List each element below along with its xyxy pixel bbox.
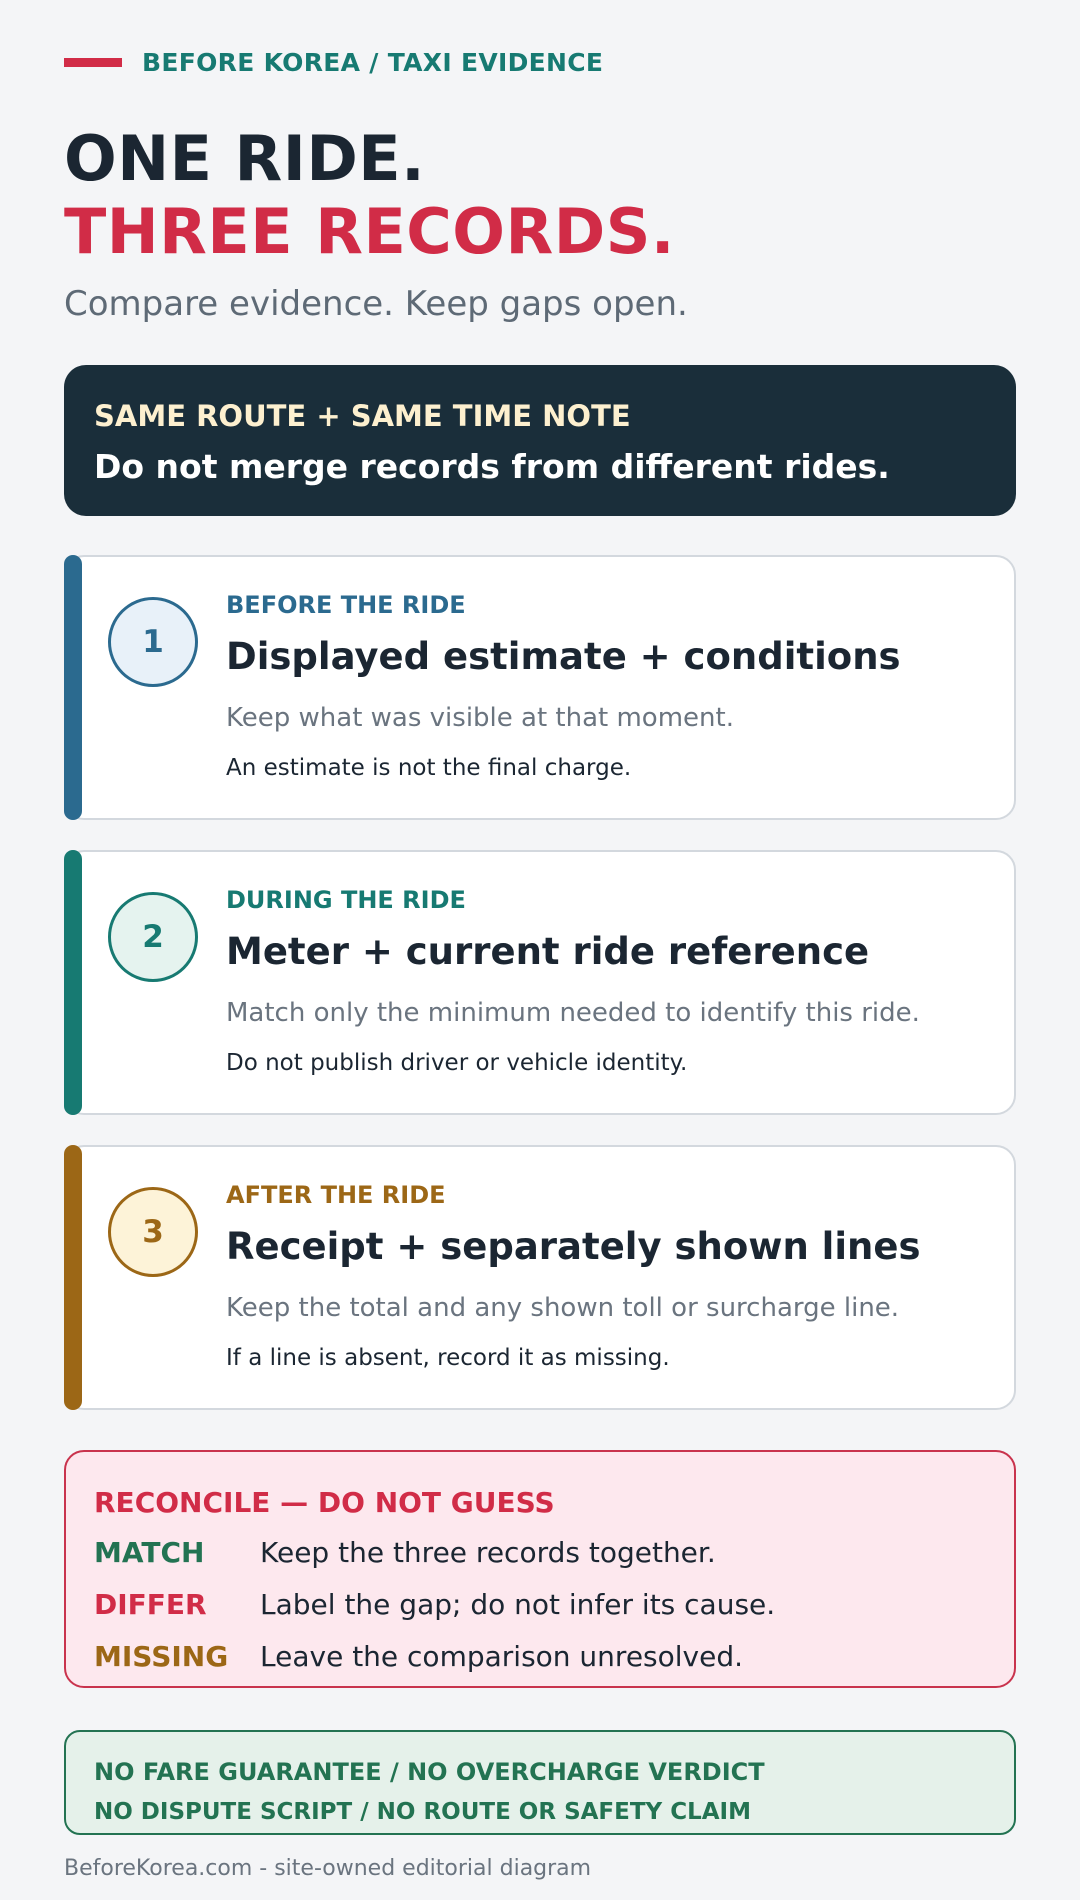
step-card-after	[64, 1145, 1016, 1410]
reconcile-value: Label the gap; do not infer its cause.	[260, 1588, 776, 1621]
reconcile-key: MISSING	[94, 1640, 229, 1673]
title-line-2: THREE RECORDS.	[64, 195, 675, 268]
disclaimer-box	[64, 1730, 1016, 1835]
reconcile-key: DIFFER	[94, 1588, 207, 1621]
reconcile-row-match	[94, 1536, 716, 1569]
step-title: Receipt + separately shown lines	[226, 1225, 921, 1268]
step-label: AFTER THE RIDE	[226, 1181, 446, 1209]
step-number-badge: 1	[108, 597, 198, 687]
step-subtitle: Keep what was visible at that moment.	[226, 703, 734, 733]
notice-banner	[64, 365, 1016, 516]
footer-credit: BeforeKorea.com - site-owned editorial diagram	[64, 1856, 592, 1881]
step-label: BEFORE THE RIDE	[226, 591, 466, 619]
step-number-badge: 2	[108, 892, 198, 982]
reconcile-value: Leave the comparison unresolved.	[260, 1640, 744, 1673]
step-title: Meter + current ride reference	[226, 930, 870, 973]
reconcile-row-missing	[94, 1640, 743, 1673]
disclaimer-line-2: NO DISPUTE SCRIPT / NO ROUTE OR SAFETY CLAIM	[94, 1799, 751, 1825]
reconcile-key: MATCH	[94, 1536, 205, 1569]
step-accent-bar	[64, 850, 82, 1115]
step-card-during	[64, 850, 1016, 1115]
reconcile-value: Keep the three records together.	[260, 1536, 716, 1569]
step-label: DURING THE RIDE	[226, 886, 466, 914]
title-line-1: ONE RIDE.	[64, 122, 426, 195]
notice-body: Do not merge records from different rides.	[94, 447, 890, 486]
step-note: An estimate is not the final charge.	[226, 755, 632, 781]
kicker-accent-bar	[64, 58, 122, 67]
step-note: Do not publish driver or vehicle identity.	[226, 1050, 688, 1076]
reconcile-panel	[64, 1450, 1016, 1688]
step-title: Displayed estimate + conditions	[226, 635, 901, 678]
reconcile-row-differ	[94, 1588, 775, 1621]
notice-heading: SAME ROUTE + SAME TIME NOTE	[94, 399, 631, 433]
step-accent-bar	[64, 1145, 82, 1410]
step-subtitle: Match only the minimum needed to identify this ride.	[226, 998, 920, 1028]
step-number-badge: 3	[108, 1187, 198, 1277]
step-card-before	[64, 555, 1016, 820]
step-subtitle: Keep the total and any shown toll or surcharge line.	[226, 1293, 900, 1323]
kicker	[64, 48, 603, 77]
kicker-text: BEFORE KOREA / TAXI EVIDENCE	[142, 48, 604, 77]
step-accent-bar	[64, 555, 82, 820]
step-note: If a line is absent, record it as missing.	[226, 1345, 670, 1371]
subtitle: Compare evidence. Keep gaps open.	[64, 284, 688, 324]
disclaimer-line-1: NO FARE GUARANTEE / NO OVERCHARGE VERDICT	[94, 1758, 765, 1786]
reconcile-heading: RECONCILE — DO NOT GUESS	[94, 1486, 555, 1519]
